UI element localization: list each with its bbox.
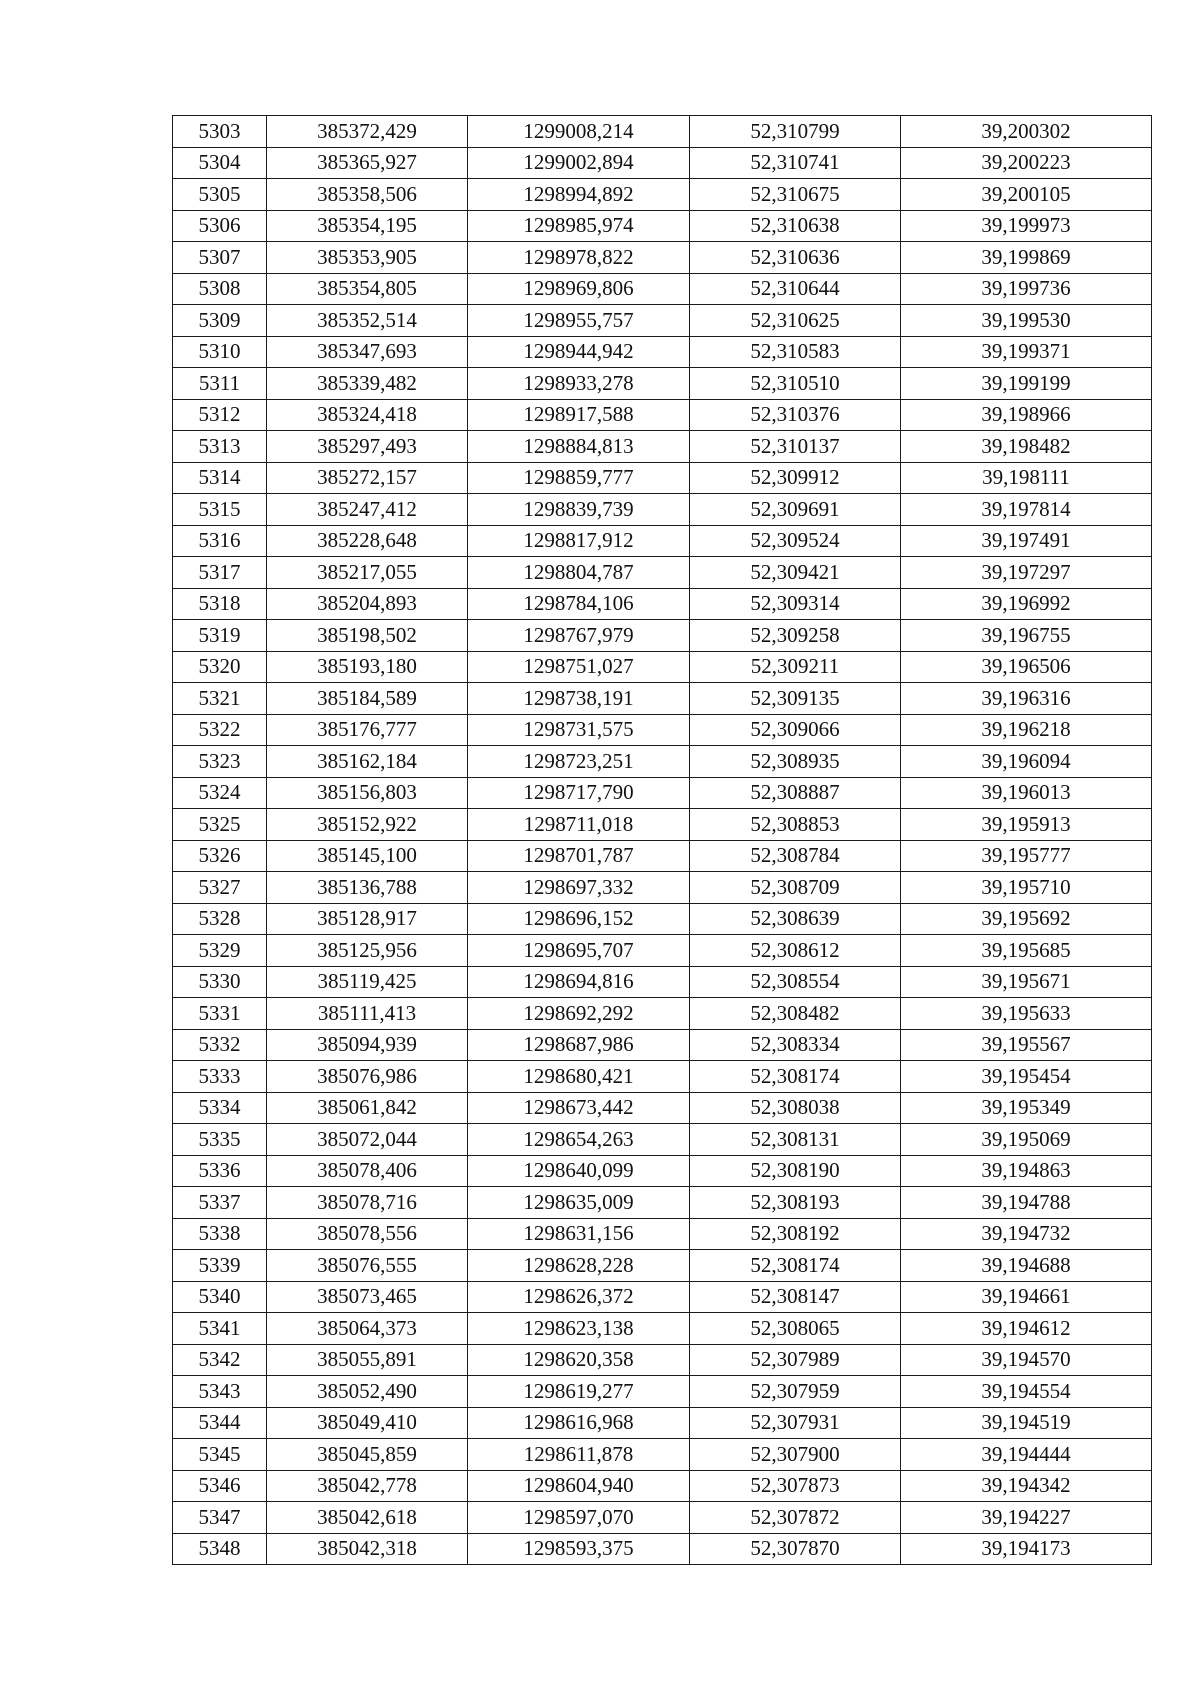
x-coordinate-cell: 385353,905 xyxy=(267,242,468,274)
y-coordinate-cell: 1298955,757 xyxy=(468,305,690,337)
point-number-cell: 5330 xyxy=(173,966,267,998)
longitude-cell: 39,194173 xyxy=(901,1533,1152,1565)
table-row xyxy=(173,462,1152,494)
table-row xyxy=(173,714,1152,746)
x-coordinate-cell: 385078,406 xyxy=(267,1155,468,1187)
y-coordinate-cell: 1298696,152 xyxy=(468,903,690,935)
latitude-cell: 52,309258 xyxy=(690,620,901,652)
table-row xyxy=(173,777,1152,809)
x-coordinate-cell: 385352,514 xyxy=(267,305,468,337)
latitude-cell: 52,308334 xyxy=(690,1029,901,1061)
y-coordinate-cell: 1298619,277 xyxy=(468,1376,690,1408)
point-number-cell: 5311 xyxy=(173,368,267,400)
y-coordinate-cell: 1298944,942 xyxy=(468,336,690,368)
table-row xyxy=(173,1313,1152,1345)
x-coordinate-cell: 385272,157 xyxy=(267,462,468,494)
table-row xyxy=(173,1344,1152,1376)
point-number-cell: 5318 xyxy=(173,588,267,620)
longitude-cell: 39,199973 xyxy=(901,210,1152,242)
point-number-cell: 5314 xyxy=(173,462,267,494)
latitude-cell: 52,310137 xyxy=(690,431,901,463)
longitude-cell: 39,194570 xyxy=(901,1344,1152,1376)
longitude-cell: 39,195913 xyxy=(901,809,1152,841)
point-number-cell: 5322 xyxy=(173,714,267,746)
point-number-cell: 5312 xyxy=(173,399,267,431)
latitude-cell: 52,309135 xyxy=(690,683,901,715)
latitude-cell: 52,310799 xyxy=(690,116,901,148)
table-row xyxy=(173,305,1152,337)
y-coordinate-cell: 1298884,813 xyxy=(468,431,690,463)
longitude-cell: 39,196316 xyxy=(901,683,1152,715)
x-coordinate-cell: 385076,986 xyxy=(267,1061,468,1093)
y-coordinate-cell: 1298635,009 xyxy=(468,1187,690,1219)
longitude-cell: 39,198966 xyxy=(901,399,1152,431)
longitude-cell: 39,194444 xyxy=(901,1439,1152,1471)
x-coordinate-cell: 385078,716 xyxy=(267,1187,468,1219)
point-number-cell: 5336 xyxy=(173,1155,267,1187)
y-coordinate-cell: 1298626,372 xyxy=(468,1281,690,1313)
point-number-cell: 5334 xyxy=(173,1092,267,1124)
longitude-cell: 39,197814 xyxy=(901,494,1152,526)
point-number-cell: 5323 xyxy=(173,746,267,778)
longitude-cell: 39,199371 xyxy=(901,336,1152,368)
longitude-cell: 39,200302 xyxy=(901,116,1152,148)
y-coordinate-cell: 1298628,228 xyxy=(468,1250,690,1282)
table-row xyxy=(173,116,1152,148)
x-coordinate-cell: 385339,482 xyxy=(267,368,468,400)
y-coordinate-cell: 1298611,878 xyxy=(468,1439,690,1471)
latitude-cell: 52,308193 xyxy=(690,1187,901,1219)
latitude-cell: 52,308612 xyxy=(690,935,901,967)
latitude-cell: 52,310510 xyxy=(690,368,901,400)
table-row xyxy=(173,1533,1152,1565)
x-coordinate-cell: 385247,412 xyxy=(267,494,468,526)
coordinates-table xyxy=(172,115,1152,1565)
x-coordinate-cell: 385045,859 xyxy=(267,1439,468,1471)
x-coordinate-cell: 385204,893 xyxy=(267,588,468,620)
longitude-cell: 39,195567 xyxy=(901,1029,1152,1061)
y-coordinate-cell: 1298654,263 xyxy=(468,1124,690,1156)
table-row xyxy=(173,399,1152,431)
x-coordinate-cell: 385073,465 xyxy=(267,1281,468,1313)
latitude-cell: 52,309691 xyxy=(690,494,901,526)
table-row xyxy=(173,651,1152,683)
x-coordinate-cell: 385072,044 xyxy=(267,1124,468,1156)
latitude-cell: 52,307989 xyxy=(690,1344,901,1376)
longitude-cell: 39,196992 xyxy=(901,588,1152,620)
longitude-cell: 39,197297 xyxy=(901,557,1152,589)
table-row xyxy=(173,1376,1152,1408)
latitude-cell: 52,308190 xyxy=(690,1155,901,1187)
table-row xyxy=(173,1061,1152,1093)
y-coordinate-cell: 1298933,278 xyxy=(468,368,690,400)
longitude-cell: 39,195710 xyxy=(901,872,1152,904)
x-coordinate-cell: 385365,927 xyxy=(267,147,468,179)
point-number-cell: 5343 xyxy=(173,1376,267,1408)
longitude-cell: 39,195692 xyxy=(901,903,1152,935)
longitude-cell: 39,198111 xyxy=(901,462,1152,494)
point-number-cell: 5342 xyxy=(173,1344,267,1376)
longitude-cell: 39,194688 xyxy=(901,1250,1152,1282)
y-coordinate-cell: 1299002,894 xyxy=(468,147,690,179)
point-number-cell: 5324 xyxy=(173,777,267,809)
x-coordinate-cell: 385042,778 xyxy=(267,1470,468,1502)
x-coordinate-cell: 385162,184 xyxy=(267,746,468,778)
latitude-cell: 52,308709 xyxy=(690,872,901,904)
longitude-cell: 39,195685 xyxy=(901,935,1152,967)
latitude-cell: 52,309912 xyxy=(690,462,901,494)
longitude-cell: 39,194612 xyxy=(901,1313,1152,1345)
y-coordinate-cell: 1298680,421 xyxy=(468,1061,690,1093)
latitude-cell: 52,308639 xyxy=(690,903,901,935)
x-coordinate-cell: 385217,055 xyxy=(267,557,468,589)
longitude-cell: 39,194227 xyxy=(901,1502,1152,1534)
table-row xyxy=(173,368,1152,400)
point-number-cell: 5346 xyxy=(173,1470,267,1502)
table-row xyxy=(173,494,1152,526)
x-coordinate-cell: 385372,429 xyxy=(267,116,468,148)
y-coordinate-cell: 1298994,892 xyxy=(468,179,690,211)
longitude-cell: 39,194519 xyxy=(901,1407,1152,1439)
x-coordinate-cell: 385347,693 xyxy=(267,336,468,368)
x-coordinate-cell: 385354,195 xyxy=(267,210,468,242)
longitude-cell: 39,196013 xyxy=(901,777,1152,809)
point-number-cell: 5339 xyxy=(173,1250,267,1282)
y-coordinate-cell: 1298804,787 xyxy=(468,557,690,589)
table-row xyxy=(173,1029,1152,1061)
y-coordinate-cell: 1298597,070 xyxy=(468,1502,690,1534)
latitude-cell: 52,310583 xyxy=(690,336,901,368)
longitude-cell: 39,194554 xyxy=(901,1376,1152,1408)
table-row xyxy=(173,242,1152,274)
y-coordinate-cell: 1298751,027 xyxy=(468,651,690,683)
x-coordinate-cell: 385061,842 xyxy=(267,1092,468,1124)
table-row xyxy=(173,179,1152,211)
point-number-cell: 5325 xyxy=(173,809,267,841)
table-row xyxy=(173,935,1152,967)
x-coordinate-cell: 385042,318 xyxy=(267,1533,468,1565)
y-coordinate-cell: 1298687,986 xyxy=(468,1029,690,1061)
x-coordinate-cell: 385324,418 xyxy=(267,399,468,431)
latitude-cell: 52,308482 xyxy=(690,998,901,1030)
y-coordinate-cell: 1298604,940 xyxy=(468,1470,690,1502)
table-row xyxy=(173,620,1152,652)
latitude-cell: 52,309421 xyxy=(690,557,901,589)
y-coordinate-cell: 1298692,292 xyxy=(468,998,690,1030)
point-number-cell: 5335 xyxy=(173,1124,267,1156)
longitude-cell: 39,194788 xyxy=(901,1187,1152,1219)
point-number-cell: 5307 xyxy=(173,242,267,274)
longitude-cell: 39,196506 xyxy=(901,651,1152,683)
point-number-cell: 5320 xyxy=(173,651,267,683)
latitude-cell: 52,308554 xyxy=(690,966,901,998)
x-coordinate-cell: 385064,373 xyxy=(267,1313,468,1345)
y-coordinate-cell: 1298859,777 xyxy=(468,462,690,494)
longitude-cell: 39,194732 xyxy=(901,1218,1152,1250)
y-coordinate-cell: 1298631,156 xyxy=(468,1218,690,1250)
longitude-cell: 39,196094 xyxy=(901,746,1152,778)
table-row xyxy=(173,872,1152,904)
x-coordinate-cell: 385176,777 xyxy=(267,714,468,746)
longitude-cell: 39,199199 xyxy=(901,368,1152,400)
latitude-cell: 52,308174 xyxy=(690,1061,901,1093)
y-coordinate-cell: 1298717,790 xyxy=(468,777,690,809)
longitude-cell: 39,196755 xyxy=(901,620,1152,652)
point-number-cell: 5309 xyxy=(173,305,267,337)
x-coordinate-cell: 385156,803 xyxy=(267,777,468,809)
table-row xyxy=(173,1470,1152,1502)
point-number-cell: 5303 xyxy=(173,116,267,148)
x-coordinate-cell: 385049,410 xyxy=(267,1407,468,1439)
point-number-cell: 5333 xyxy=(173,1061,267,1093)
latitude-cell: 52,310625 xyxy=(690,305,901,337)
latitude-cell: 52,308065 xyxy=(690,1313,901,1345)
y-coordinate-cell: 1298978,822 xyxy=(468,242,690,274)
longitude-cell: 39,196218 xyxy=(901,714,1152,746)
latitude-cell: 52,308131 xyxy=(690,1124,901,1156)
table-row xyxy=(173,840,1152,872)
table-row xyxy=(173,1281,1152,1313)
y-coordinate-cell: 1298694,816 xyxy=(468,966,690,998)
x-coordinate-cell: 385145,100 xyxy=(267,840,468,872)
point-number-cell: 5326 xyxy=(173,840,267,872)
table-row xyxy=(173,1124,1152,1156)
latitude-cell: 52,310636 xyxy=(690,242,901,274)
x-coordinate-cell: 385119,425 xyxy=(267,966,468,998)
latitude-cell: 52,310741 xyxy=(690,147,901,179)
point-number-cell: 5315 xyxy=(173,494,267,526)
x-coordinate-cell: 385125,956 xyxy=(267,935,468,967)
y-coordinate-cell: 1298640,099 xyxy=(468,1155,690,1187)
y-coordinate-cell: 1298697,332 xyxy=(468,872,690,904)
x-coordinate-cell: 385354,805 xyxy=(267,273,468,305)
point-number-cell: 5316 xyxy=(173,525,267,557)
latitude-cell: 52,307900 xyxy=(690,1439,901,1471)
y-coordinate-cell: 1298817,912 xyxy=(468,525,690,557)
point-number-cell: 5327 xyxy=(173,872,267,904)
latitude-cell: 52,310376 xyxy=(690,399,901,431)
y-coordinate-cell: 1298839,739 xyxy=(468,494,690,526)
latitude-cell: 52,307959 xyxy=(690,1376,901,1408)
latitude-cell: 52,307870 xyxy=(690,1533,901,1565)
point-number-cell: 5310 xyxy=(173,336,267,368)
y-coordinate-cell: 1298711,018 xyxy=(468,809,690,841)
point-number-cell: 5319 xyxy=(173,620,267,652)
x-coordinate-cell: 385152,922 xyxy=(267,809,468,841)
x-coordinate-cell: 385055,891 xyxy=(267,1344,468,1376)
table-row xyxy=(173,1439,1152,1471)
point-number-cell: 5337 xyxy=(173,1187,267,1219)
latitude-cell: 52,307872 xyxy=(690,1502,901,1534)
point-number-cell: 5313 xyxy=(173,431,267,463)
x-coordinate-cell: 385184,589 xyxy=(267,683,468,715)
table-row xyxy=(173,1407,1152,1439)
point-number-cell: 5328 xyxy=(173,903,267,935)
table-row xyxy=(173,273,1152,305)
table-row xyxy=(173,809,1152,841)
latitude-cell: 52,308147 xyxy=(690,1281,901,1313)
y-coordinate-cell: 1298616,968 xyxy=(468,1407,690,1439)
table-row xyxy=(173,431,1152,463)
latitude-cell: 52,308192 xyxy=(690,1218,901,1250)
x-coordinate-cell: 385193,180 xyxy=(267,651,468,683)
y-coordinate-cell: 1298738,191 xyxy=(468,683,690,715)
y-coordinate-cell: 1298695,707 xyxy=(468,935,690,967)
y-coordinate-cell: 1298985,974 xyxy=(468,210,690,242)
longitude-cell: 39,195349 xyxy=(901,1092,1152,1124)
longitude-cell: 39,195671 xyxy=(901,966,1152,998)
latitude-cell: 52,308887 xyxy=(690,777,901,809)
table-row xyxy=(173,683,1152,715)
table-row xyxy=(173,557,1152,589)
latitude-cell: 52,310675 xyxy=(690,179,901,211)
table-row xyxy=(173,1502,1152,1534)
longitude-cell: 39,195454 xyxy=(901,1061,1152,1093)
point-number-cell: 5304 xyxy=(173,147,267,179)
point-number-cell: 5345 xyxy=(173,1439,267,1471)
table-row xyxy=(173,1155,1152,1187)
latitude-cell: 52,308853 xyxy=(690,809,901,841)
point-number-cell: 5348 xyxy=(173,1533,267,1565)
latitude-cell: 52,309524 xyxy=(690,525,901,557)
longitude-cell: 39,194342 xyxy=(901,1470,1152,1502)
y-coordinate-cell: 1298784,106 xyxy=(468,588,690,620)
point-number-cell: 5332 xyxy=(173,1029,267,1061)
point-number-cell: 5331 xyxy=(173,998,267,1030)
latitude-cell: 52,310638 xyxy=(690,210,901,242)
latitude-cell: 52,310644 xyxy=(690,273,901,305)
y-coordinate-cell: 1298767,979 xyxy=(468,620,690,652)
y-coordinate-cell: 1298723,251 xyxy=(468,746,690,778)
longitude-cell: 39,195777 xyxy=(901,840,1152,872)
longitude-cell: 39,199869 xyxy=(901,242,1152,274)
longitude-cell: 39,194661 xyxy=(901,1281,1152,1313)
point-number-cell: 5341 xyxy=(173,1313,267,1345)
x-coordinate-cell: 385078,556 xyxy=(267,1218,468,1250)
table-row xyxy=(173,746,1152,778)
longitude-cell: 39,197491 xyxy=(901,525,1152,557)
y-coordinate-cell: 1298731,575 xyxy=(468,714,690,746)
y-coordinate-cell: 1298673,442 xyxy=(468,1092,690,1124)
table-row xyxy=(173,1250,1152,1282)
latitude-cell: 52,307931 xyxy=(690,1407,901,1439)
point-number-cell: 5340 xyxy=(173,1281,267,1313)
table-row xyxy=(173,998,1152,1030)
latitude-cell: 52,309314 xyxy=(690,588,901,620)
table-row xyxy=(173,1187,1152,1219)
latitude-cell: 52,308935 xyxy=(690,746,901,778)
table-row xyxy=(173,336,1152,368)
latitude-cell: 52,309211 xyxy=(690,651,901,683)
longitude-cell: 39,199530 xyxy=(901,305,1152,337)
table-row xyxy=(173,210,1152,242)
longitude-cell: 39,199736 xyxy=(901,273,1152,305)
point-number-cell: 5344 xyxy=(173,1407,267,1439)
point-number-cell: 5308 xyxy=(173,273,267,305)
point-number-cell: 5306 xyxy=(173,210,267,242)
table-row xyxy=(173,1218,1152,1250)
y-coordinate-cell: 1298969,806 xyxy=(468,273,690,305)
longitude-cell: 39,198482 xyxy=(901,431,1152,463)
longitude-cell: 39,195069 xyxy=(901,1124,1152,1156)
y-coordinate-cell: 1298593,375 xyxy=(468,1533,690,1565)
y-coordinate-cell: 1298917,588 xyxy=(468,399,690,431)
latitude-cell: 52,308784 xyxy=(690,840,901,872)
x-coordinate-cell: 385297,493 xyxy=(267,431,468,463)
point-number-cell: 5347 xyxy=(173,1502,267,1534)
point-number-cell: 5329 xyxy=(173,935,267,967)
x-coordinate-cell: 385128,917 xyxy=(267,903,468,935)
y-coordinate-cell: 1299008,214 xyxy=(468,116,690,148)
point-number-cell: 5317 xyxy=(173,557,267,589)
latitude-cell: 52,309066 xyxy=(690,714,901,746)
longitude-cell: 39,200223 xyxy=(901,147,1152,179)
x-coordinate-cell: 385228,648 xyxy=(267,525,468,557)
point-number-cell: 5338 xyxy=(173,1218,267,1250)
longitude-cell: 39,194863 xyxy=(901,1155,1152,1187)
table-row xyxy=(173,966,1152,998)
latitude-cell: 52,307873 xyxy=(690,1470,901,1502)
x-coordinate-cell: 385111,413 xyxy=(267,998,468,1030)
table-row xyxy=(173,1092,1152,1124)
y-coordinate-cell: 1298623,138 xyxy=(468,1313,690,1345)
x-coordinate-cell: 385094,939 xyxy=(267,1029,468,1061)
y-coordinate-cell: 1298701,787 xyxy=(468,840,690,872)
longitude-cell: 39,200105 xyxy=(901,179,1152,211)
y-coordinate-cell: 1298620,358 xyxy=(468,1344,690,1376)
table-row xyxy=(173,147,1152,179)
table-row xyxy=(173,903,1152,935)
x-coordinate-cell: 385052,490 xyxy=(267,1376,468,1408)
table-row xyxy=(173,525,1152,557)
x-coordinate-cell: 385198,502 xyxy=(267,620,468,652)
x-coordinate-cell: 385076,555 xyxy=(267,1250,468,1282)
x-coordinate-cell: 385042,618 xyxy=(267,1502,468,1534)
latitude-cell: 52,308174 xyxy=(690,1250,901,1282)
table-row xyxy=(173,588,1152,620)
x-coordinate-cell: 385136,788 xyxy=(267,872,468,904)
x-coordinate-cell: 385358,506 xyxy=(267,179,468,211)
coordinates-table-body xyxy=(173,116,1152,1565)
longitude-cell: 39,195633 xyxy=(901,998,1152,1030)
point-number-cell: 5305 xyxy=(173,179,267,211)
latitude-cell: 52,308038 xyxy=(690,1092,901,1124)
point-number-cell: 5321 xyxy=(173,683,267,715)
